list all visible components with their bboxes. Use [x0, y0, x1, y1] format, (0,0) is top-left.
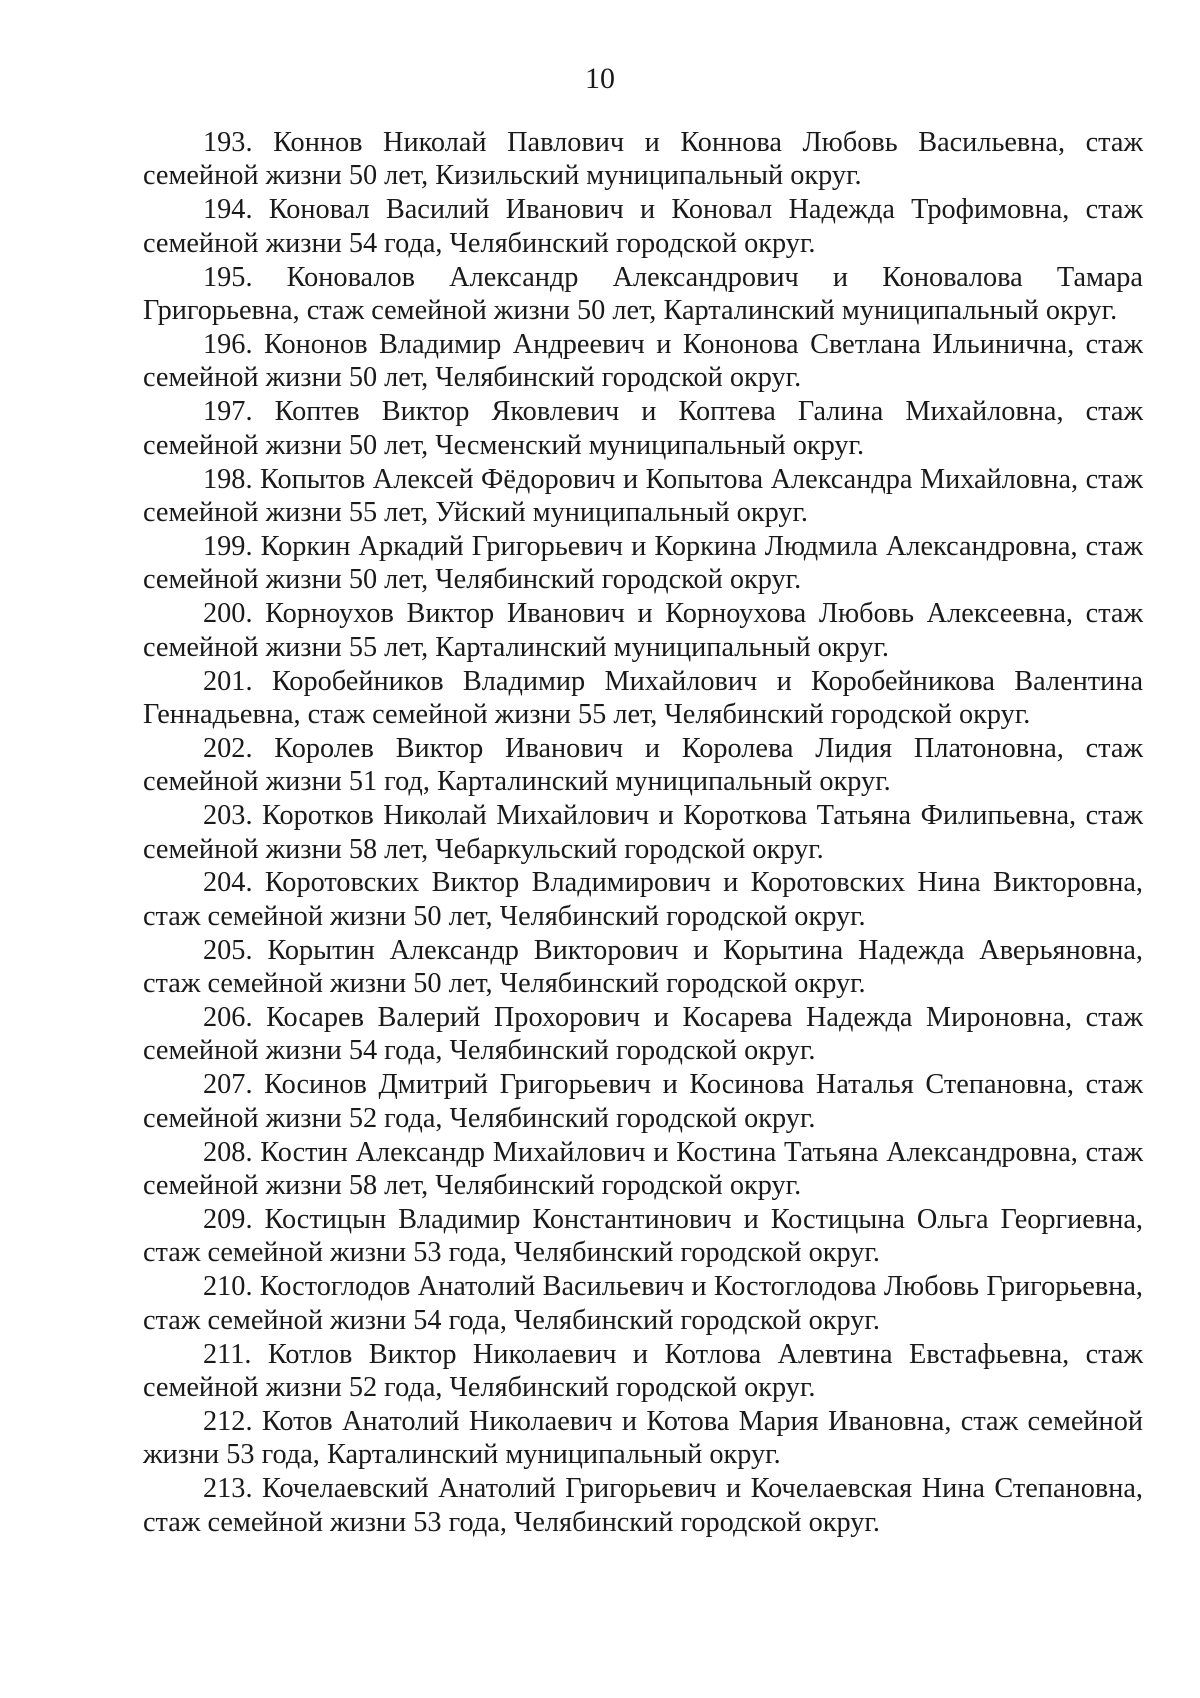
list-item: 200. Корноухов Виктор Иванович и Корноухова Любовь Алексеевна, стаж семейной жизни 55 лет, Карталинский муниципальный округ.	[143, 598, 1143, 663]
list-item: 198. Копытов Алексей Фёдорович и Копытова Александра Михайловна, стаж семейной жизни 55 лет, Уйский муниципальный округ.	[143, 463, 1143, 528]
list-item: 212. Котов Анатолий Николаевич и Котова Мария Ивановна, стаж семейной жизни 53 года, Карталинский муниципальный округ.	[143, 1405, 1143, 1471]
list-item: 210. Костоглодов Анатолий Васильевич и Костоглодова Любовь Григорьевна, стаж семейной жизни 54 года, Челябинский городской округ.	[143, 1271, 1143, 1336]
award-list	[143, 126, 1143, 1540]
list-item: 197. Коптев Виктор Яковлевич и Коптева Галина Михайловна, стаж семейной жизни 50 лет, Чесменский муниципальный округ.	[143, 396, 1143, 461]
list-item: 207. Косинов Дмитрий Григорьевич и Косинова Наталья Степановна, стаж семейной жизни 52 года, Челябинский городской округ.	[143, 1069, 1143, 1134]
list-item: 194. Коновал Василий Иванович и Коновал Надежда Трофимовна, стаж семейной жизни 54 года, Челябинский городской округ.	[143, 194, 1143, 259]
list-item: 211. Котлов Виктор Николаевич и Котлова Алевтина Евстафьевна, стаж семейной жизни 52 года, Челябинский городской округ.	[143, 1338, 1143, 1404]
list-item: 202. Королев Виктор Иванович и Королева Лидия Платоновна, стаж семейной жизни 51 год, Карталинский муниципальный округ.	[143, 732, 1143, 798]
list-item: 209. Костицын Владимир Константинович и Костицына Ольга Георгиевна, стаж семейной жизни 53 года, Челябинский городской округ.	[143, 1204, 1143, 1269]
list-item: 213. Кочелаевский Анатолий Григорьевич и Кочелаевская Нина Степановна, стаж семейной жизни 53 года, Челябинский городской округ.	[143, 1473, 1143, 1538]
list-item: 199. Коркин Аркадий Григорьевич и Коркина Людмила Александровна, стаж семейной жизни 50 лет, Челябинский городской округ.	[143, 530, 1143, 596]
list-item: 193. Коннов Николай Павлович и Коннова Любовь Васильевна, стаж семейной жизни 50 лет, Кизильский муниципальный округ.	[143, 127, 1143, 192]
list-item: 195. Коновалов Александр Александрович и Коновалова Тамара Григорьевна, стаж семейной жизни 50 лет, Карталинский муниципальный округ.	[143, 261, 1143, 327]
list-item: 204. Коротовских Виктор Владимирович и Коротовских Нина Викторовна, стаж семейной жизни 50 лет, Челябинский городской округ.	[143, 867, 1143, 932]
list-item: 203. Коротков Николай Михайлович и Короткова Татьяна Филипьевна, стаж семейной жизни 58 лет, Чебаркульский городской округ.	[143, 800, 1143, 865]
list-item: 201. Коробейников Владимир Михайлович и Коробейникова Валентина Геннадьевна, стаж семейной жизни 55 лет, Челябинский городской округ.	[143, 665, 1143, 730]
list-item: 196. Кононов Владимир Андреевич и Кононова Светлана Ильинична, стаж семейной жизни 50 лет, Челябинский городской округ.	[143, 328, 1143, 394]
list-item: 208. Костин Александр Михайлович и Костина Татьяна Александровна, стаж семейной жизни 58 лет, Челябинский городской округ.	[143, 1136, 1143, 1202]
list-item: 205. Корытин Александр Викторович и Корытина Надежда Аверьяновна, стаж семейной жизни 50 лет, Челябинский городской округ.	[143, 934, 1143, 1000]
list-item: 206. Косарев Валерий Прохорович и Косарева Надежда Мироновна, стаж семейной жизни 54 года, Челябинский городской округ.	[143, 1002, 1143, 1067]
page-number: 10	[585, 62, 615, 95]
